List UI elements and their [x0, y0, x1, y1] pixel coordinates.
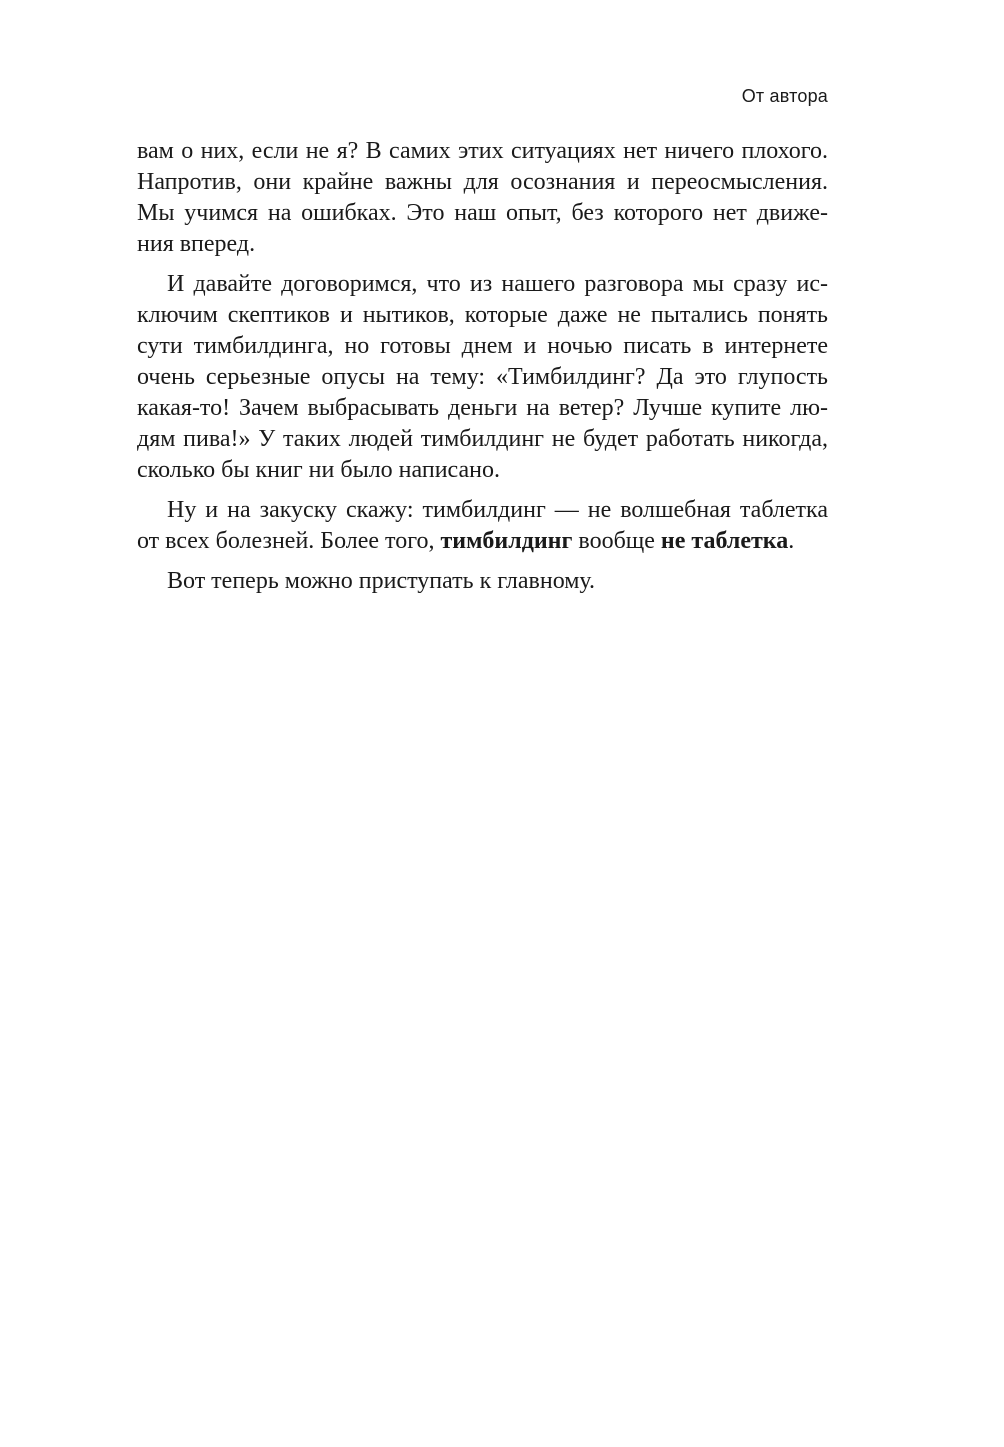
text-line: вам о них, если не я? В самих этих ситуациях нет ничего плохого.: [137, 138, 828, 164]
text-line: ключим скептиков и нытиков, которые даже не пытались понять: [137, 302, 828, 328]
text-run: от всех болезней. Более того,: [137, 528, 441, 554]
text-line: дям пива!» У таких людей тимбилдинг не будет работать никогда,: [137, 426, 828, 452]
bold-term: тимбилдинг: [440, 528, 573, 554]
paragraph-1: [137, 136, 828, 260]
paragraph-4: [137, 566, 828, 597]
text-line: очень серьезные опусы на тему: «Тимбилдинг? Да это глупость: [137, 364, 828, 390]
paragraph-2: [137, 269, 828, 486]
paragraph-3: [137, 495, 828, 557]
text-line: сути тимбилдинга, но готовы днем и ночью писать в интернете: [137, 333, 828, 359]
text-line: Вот теперь можно приступать к главному.: [167, 568, 596, 594]
text-run: .: [788, 528, 795, 554]
main-text: [137, 136, 828, 606]
text-line: ния вперед.: [137, 231, 256, 257]
text-line: какая-то! Зачем выбрасывать деньги на ветер? Лучше купите лю-: [137, 395, 828, 421]
text-line: [137, 526, 828, 557]
running-header: От автора: [741, 86, 828, 106]
text-line: Напротив, они крайне важны для осознания и переосмысления.: [137, 169, 828, 195]
text-line: сколько бы книг ни было написано.: [137, 457, 500, 483]
text-line: Ну и на закуску скажу: тимбилдинг — не волшебная таблетка: [167, 497, 828, 523]
text-line: Мы учимся на ошибках. Это наш опыт, без которого нет движе-: [137, 200, 828, 226]
text-line: И давайте договоримся, что из нашего разговора мы сразу ис-: [167, 271, 828, 297]
text-run: вообще: [572, 528, 661, 554]
bold-term: не таблетка: [660, 528, 789, 554]
